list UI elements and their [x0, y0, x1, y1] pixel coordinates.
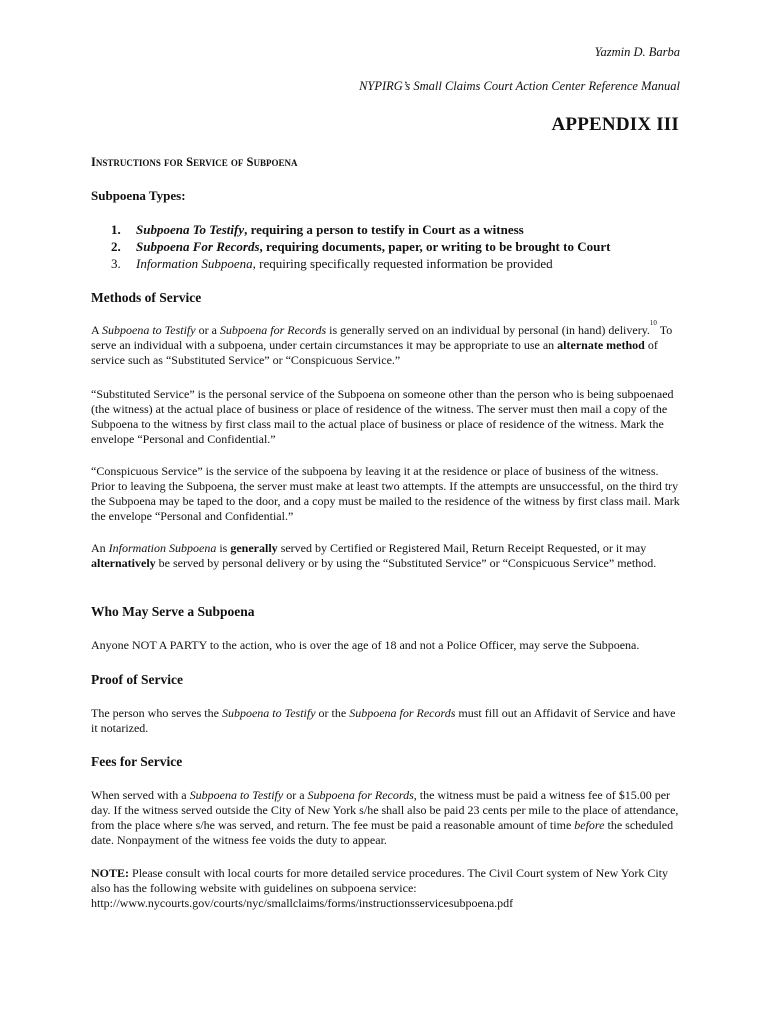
author-name: Yazmin D. Barba	[594, 45, 680, 59]
note-label: NOTE:	[91, 866, 130, 880]
manual-title: NYPIRG’s Small Claims Court Action Center Reference Manual	[359, 79, 680, 93]
instructions-title: Instructions for Service of Subpoena	[91, 155, 298, 169]
who-may-serve-paragraph: Anyone NOT A PARTY to the action, who is over the age of 18 and not a Police Officer, may serve the Subpoena.	[91, 638, 640, 652]
conspicuous-service-paragraph: “Conspicuous Service” is the service of the subpoena by leaving it at the residence or place of business of the witness. Prior to leaving the Subpoena, the server must make at least two attempts. If the attempts are unsuccessful, on the third try the Subpoena may be taped to the door, and a copy must be mailed to the residence of the witness by first class mail. Mark the envelope “Personal and Confidential.”	[91, 464, 680, 523]
proof-of-service-paragraph: The person who serves the Subpoena to Testify or the Subpoena for Records must fill out an Affidavit of Service and have it notarized.	[91, 706, 676, 735]
list-item: 2. Subpoena For Records, requiring documents, paper, or writing to be brought to Court	[111, 239, 611, 254]
appendix-title: APPENDIX III	[551, 114, 679, 135]
footnote-ref: 10	[649, 319, 657, 327]
information-subpoena-paragraph: An Information Subpoena is generally served by Certified or Registered Mail, Return Receipt Requested, or it may alternatively be served by personal delivery or by using the “Substituted Service” or “Conspicuous Service” method.	[91, 541, 657, 570]
methods-paragraph-1: A Subpoena to Testify or a Subpoena for Records is generally served on an individual by personal (in hand) delivery.$^{10}$ To serve an individual with a subpoena, under certain circumstances it may be appropriate to use an alternate method of service such as “Substituted Service” or “Conspicuous Service.”	[91, 319, 673, 367]
fees-paragraph: When served with a Subpoena to Testify or a Subpoena for Records, the witness must be paid a witness fee of $15.00 per day. If the witness served outside the City of New York s/he shall also be paid 23 cents per mile to the place of attendance, from the place where s/he was served, and return. The fee must be paid a reasonable amount of time before the scheduled date. Nonpayment of the witness fee voids the duty to appear.	[91, 788, 679, 847]
subpoena-guidelines-link[interactable]: http://www.nycourts.gov/courts/nyc/smallclaims/forms/instructionsservicesubpoena.pdf	[91, 896, 514, 910]
proof-of-service-heading: Proof of Service	[91, 672, 183, 687]
subpoena-types-heading: Subpoena Types:	[91, 188, 186, 203]
who-may-serve-heading: Who May Serve a Subpoena	[91, 604, 255, 619]
list-item: 3. Information Subpoena, requiring specifically requested information be provided	[111, 256, 553, 271]
methods-heading: Methods of Service	[91, 290, 202, 305]
note-paragraph: NOTE: Please consult with local courts for more detailed service procedures. The Civil Court system of New York City also has the following website with guidelines on subpoena service: http://www.nycourts.gov/courts/nyc/smallclaims/forms/instructionsservicesubpoena.pdf	[91, 866, 669, 910]
substituted-service-paragraph: “Substituted Service” is the personal service of the Subpoena on someone other than the person who is being subpoenaed (the witness) at the actual place of business or place of residence of the witness. The server must then mail a copy of the Subpoena to the witness by first class mail to the actual place of business or place of residence of the witness. Mark the envelope “Personal and Confidential.”	[91, 387, 674, 446]
subpoena-types-list	[111, 221, 610, 272]
list-item: 1. Subpoena To Testify, requiring a person to testify in Court as a witness	[111, 222, 524, 237]
fees-heading: Fees for Service	[91, 754, 183, 769]
